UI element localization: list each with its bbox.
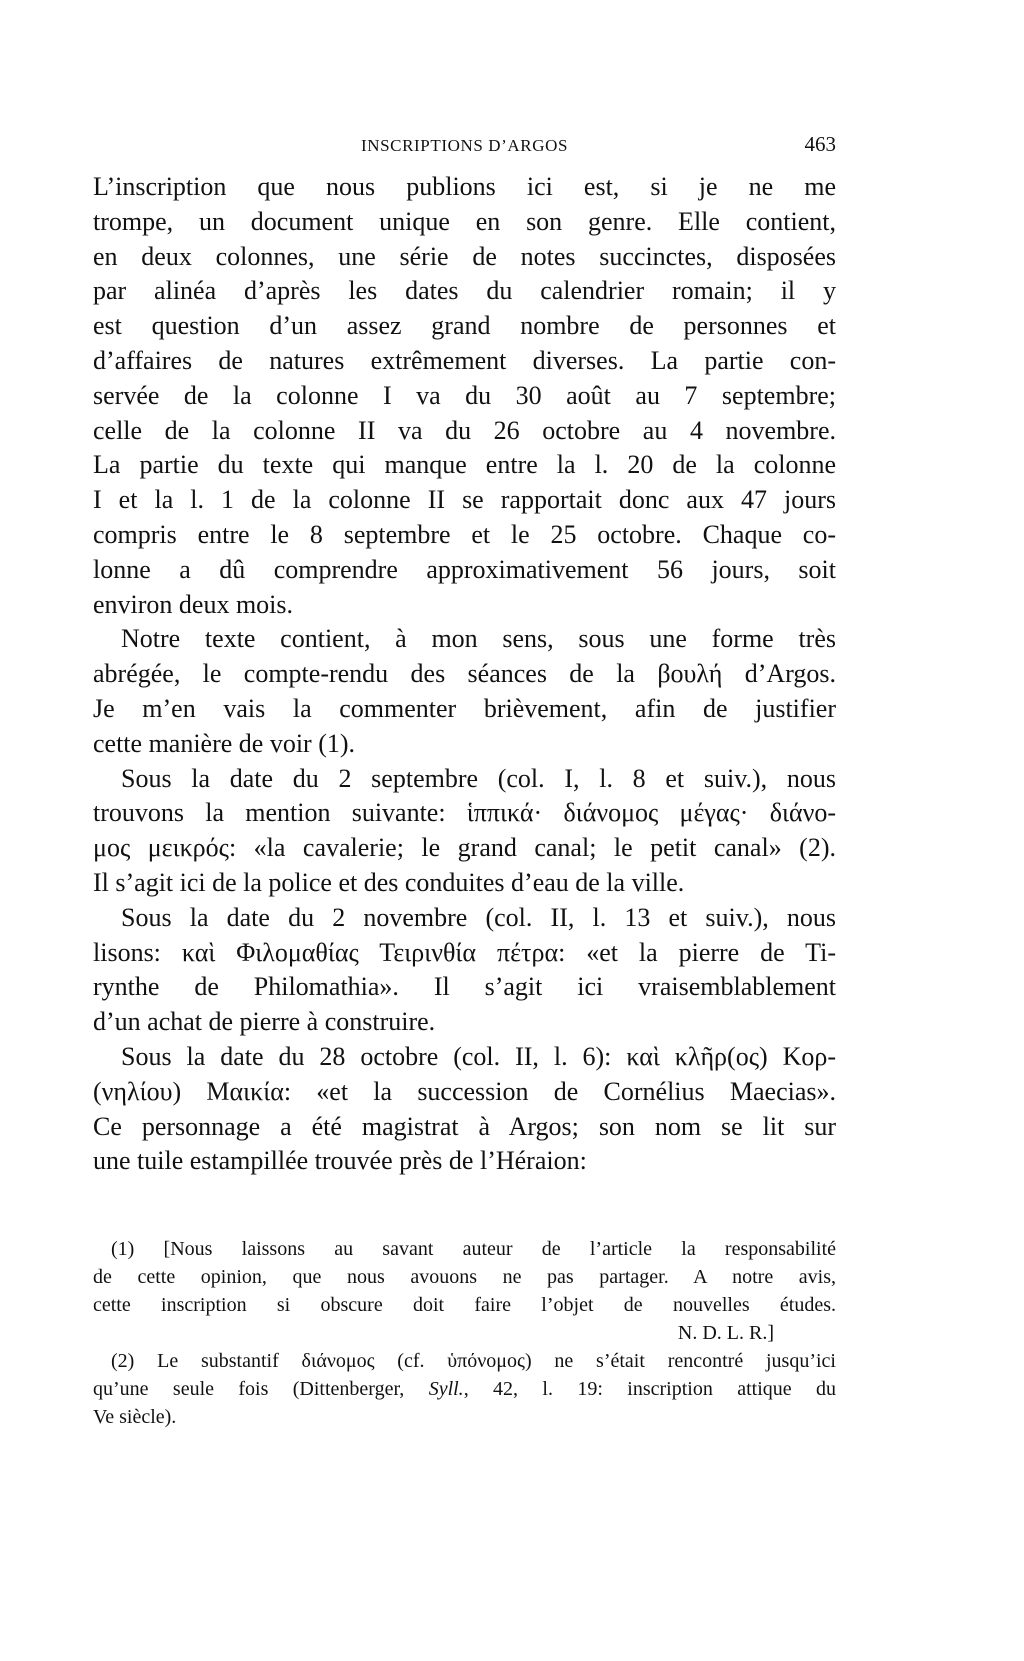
footnote-1-line: (1) [Nous laissons au savant auteur de l’article la responsabilité	[111, 1238, 836, 1260]
body-line: d’affaires de natures extrêmement diverses. La partie con-	[93, 345, 836, 375]
body-line: La partie du texte qui manque entre la l. 20 de la colonne	[93, 450, 836, 480]
body-line: compris entre le 8 septembre et le 25 octobre. Chaque co-	[93, 519, 836, 549]
body-line: (νηλίου) Μαικία: «et la succession de Cornélius Maecias».	[93, 1076, 836, 1106]
body-line: Je m’en vais la commenter brièvement, afin de justifier	[93, 693, 836, 723]
footnote-2-line: Ve siècle).	[93, 1406, 177, 1428]
body-line: μος μεικρός: «la cavalerie; le grand canal; le petit canal» (2).	[93, 833, 836, 863]
body-text	[93, 170, 836, 1179]
footnote-2-line	[93, 1375, 836, 1403]
body-line: trompe, un document unique en son genre. Elle contient,	[93, 206, 836, 236]
paragraph-start-line: Sous la date du 28 octobre (col. II, l. 6): καὶ κλῆρ(ος) Κορ-	[121, 1041, 836, 1071]
body-line: est question d’un assez grand nombre de personnes et	[93, 311, 836, 341]
page-number: 463	[804, 132, 836, 156]
body-line: lonne a dû comprendre approximativement 56 jours, soit	[93, 554, 836, 584]
paragraph-start-line: Sous la date du 2 novembre (col. II, l. 13 et suiv.), nous	[121, 902, 836, 932]
running-head	[93, 130, 836, 160]
body-line: trouvons la mention suivante: ἱππικά· διάνομος μέγας· διάνο-	[93, 798, 836, 828]
body-line: une tuile estampillée trouvée près de l’Héraion:	[93, 1146, 587, 1176]
footnote-2-citation: Syll.	[428, 1378, 464, 1400]
body-line: servée de la colonne I va du 30 août au 7 septembre;	[93, 380, 836, 410]
paragraph-start-line: Notre texte contient, à mon sens, sous une forme très	[121, 624, 836, 654]
body-line: en deux colonnes, une série de notes succinctes, disposées	[93, 241, 836, 271]
body-line: Il s’agit ici de la police et des conduites d’eau de la ville.	[93, 867, 685, 897]
body-line: par alinéa d’après les dates du calendrier romain; il y	[93, 276, 836, 306]
footnote-2-line: (2) Le substantif διάνομος (cf. ὑπόνομος) ne s’était rencontré jusqu’ici	[111, 1350, 836, 1372]
body-line: cette manière de voir (1).	[93, 728, 356, 758]
footnote-1-signature: N. D. L. R.]	[677, 1322, 774, 1344]
footnote-1-line: cette inscription si obscure doit faire l’objet de nouvelles études.	[93, 1294, 836, 1316]
footnotes	[93, 1235, 836, 1431]
footnote-2-text: , 42, l. 19: inscription attique du	[463, 1378, 836, 1400]
body-line: lisons: καὶ Φιλομαθίας Τειρινθία πέτρα: «et la pierre de Ti-	[93, 937, 836, 967]
paragraph-start-line: Sous la date du 2 septembre (col. I, l. 8 et suiv.), nous	[121, 763, 836, 793]
body-line: d’un achat de pierre à construire.	[93, 1007, 436, 1037]
body-line: rynthe de Philomathia». Il s’agit ici vraisemblablement	[93, 972, 836, 1002]
body-line: abrégée, le compte-rendu des séances de la βουλή d’Argos.	[93, 659, 836, 689]
body-line: Ce personnage a été magistrat à Argos; son nom se lit sur	[93, 1111, 836, 1141]
running-title: INSCRIPTIONS D’ARGOS	[360, 136, 569, 155]
footnote-1-line: de cette opinion, que nous avouons ne pas partager. A notre avis,	[93, 1266, 836, 1288]
body-line: celle de la colonne II va du 26 octobre au 4 novembre.	[93, 415, 836, 445]
body-line: environ deux mois.	[93, 589, 294, 619]
body-line: I et la l. 1 de la colonne II se rapportait donc aux 47 jours	[93, 485, 836, 515]
body-line: L’inscription que nous publions ici est, si je ne me	[93, 172, 836, 201]
footnote-2-text: qu’une seule fois (Dittenberger,	[93, 1378, 429, 1400]
